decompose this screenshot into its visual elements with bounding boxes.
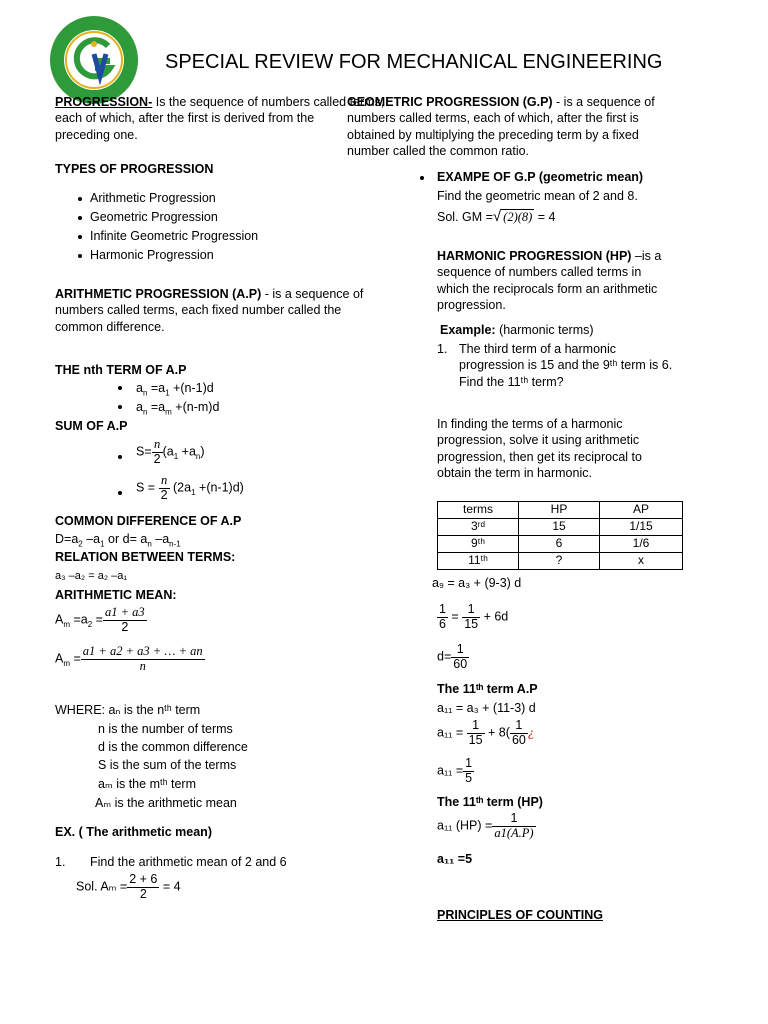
progression-def-line: each of which, after the first is derived from the (55, 111, 315, 126)
hp-question-line: The third term of a harmonic (459, 342, 617, 356)
ap-def-line: common difference. (55, 319, 165, 334)
progression-def-line: Is the sequence of numbers called terms, (152, 95, 385, 109)
hp-example-label (440, 322, 594, 338)
table-cell: 1/6 (600, 536, 683, 553)
solution-label: Sol. Aₘ = (76, 879, 128, 894)
gp-solution-label: Sol. GM = (437, 210, 493, 224)
example-question: Find the arithmetic mean of 2 and 6 (90, 855, 287, 869)
where-item: n is the number of terms (98, 722, 233, 736)
gp-def-line: number called the common ratio. (347, 143, 530, 158)
hp11-result: a₁₁ =5 (437, 852, 473, 866)
gp-example-question: Find the geometric mean of 2 and 8. (437, 189, 638, 203)
where-item: S is the sum of the terms (98, 758, 237, 772)
hp-def-line: progression. (437, 297, 506, 312)
am-formula: $A_m$ = $\frac{a1 + a2 + a3 + \dots + an}{n}$ (55, 644, 203, 673)
list-item: Arithmetic Progression (90, 191, 216, 205)
hp11-heading: The 11ᵗʰ term (HP) (437, 795, 543, 809)
hp-question-line: Find the 11ᵗʰ term? (459, 374, 564, 389)
list-item: Infinite Geometric Progression (90, 229, 259, 243)
where-item: Aₘ is the arithmetic mean (95, 796, 237, 810)
table-row (438, 519, 683, 536)
table-header: AP (600, 502, 683, 519)
table-cell: 11ᵗʰ (438, 553, 519, 570)
gp-solution-result: = 4 (534, 210, 556, 224)
common-difference-formula: $D=a_2$ $-a_1$ or $d= a_n$ $-a_{n-1}$ (55, 532, 181, 549)
hp-method (437, 416, 642, 481)
hp-method-line: progression, solve it using arithmetic (437, 433, 640, 448)
a11-result: a₁₁ = $\frac{1}{5}$ (437, 756, 473, 785)
gp-solution-radicand: (2)(8) (503, 210, 533, 224)
page-title: SPECIAL REVIEW FOR MECHANICAL ENGINEERING (165, 51, 663, 73)
a11-label: a₁₁ = (437, 725, 464, 740)
solution-result: = 4 (159, 879, 181, 894)
a11-error-glyph: ¿ (527, 725, 535, 740)
gp-example-solution: Sol. GM =√ (2)(8) = 4 (437, 208, 556, 225)
ap11-heading: The 11ᵗʰ term A.P (437, 682, 538, 696)
hp11-formula: a₁₁ (HP) = $\frac{1}{a1(A.P)}$ (437, 811, 534, 840)
hp11-label: a₁₁ (HP) = (437, 818, 493, 833)
nth-formula: $a_n =a_m +(n-m)d$ (136, 400, 220, 417)
table-row (438, 553, 683, 570)
a9-formula: a₉ = a₃ + (9-3) d (432, 576, 522, 590)
a11-formula: a₁₁ = a₃ + (11-3) d (437, 701, 536, 715)
types-heading: TYPES OF PROGRESSION (55, 162, 214, 176)
table-header: terms (438, 502, 519, 519)
am-formula: $A_m =a_2$ = $\frac{a1 + a3}{2}$ (55, 605, 145, 634)
hp-definition (437, 248, 661, 313)
counting-heading: PRINCIPLES OF COUNTING (437, 908, 603, 922)
table-cell: 15 (519, 519, 600, 536)
example-heading: EX. ( The arithmetic mean) (55, 825, 212, 839)
gp-def-line: obtained by multiplying the preceding term by a fixed (347, 127, 639, 142)
table-row (438, 536, 683, 553)
table-cell: 6 (519, 536, 600, 553)
ap-def-line: - is a sequence of (261, 287, 364, 301)
gp-heading: GEOMETRIC PROGRESSION (G.P) (347, 95, 553, 109)
hp-question (459, 341, 672, 390)
progression-term: PROGRESSION- (55, 95, 153, 109)
table-header: HP (519, 502, 600, 519)
ap-def-line: numbers called terms, each fixed number called the (55, 303, 342, 318)
hp-method-line: progression, then get its reciprocal to (437, 449, 642, 464)
a11-mid: + 8( (484, 725, 510, 740)
a11-substitution: a₁₁ = $\frac{1}{15}$ + 8( $\frac{1}{60}$ ¿ (437, 718, 535, 747)
progression-definition (55, 94, 384, 143)
college-logo (48, 14, 140, 106)
progression-def-line: preceding one. (55, 127, 138, 142)
hp-method-line: obtain the term in harmonic. (437, 465, 592, 480)
arithmetic-mean-heading: ARITHMETIC MEAN: (55, 588, 177, 602)
where-item: WHERE: aₙ is the nᵗʰ term (55, 703, 201, 717)
relation-heading: RELATION BETWEEN TERMS: (55, 550, 236, 564)
a11-result-label: a₁₁ = (437, 763, 464, 778)
table-cell: 9ᵗʰ (438, 536, 519, 553)
nth-formula: $a_n =a_1 +(n-1)d$ (136, 381, 214, 398)
ap-definition (55, 286, 363, 335)
gp-def-line: numbers called terms, each of which, after the first is (347, 111, 639, 126)
relation-formula: a₃ –a₂ = a₂ –a₁ (55, 570, 128, 582)
d-label: d= (437, 649, 452, 664)
table-cell: ? (519, 553, 600, 570)
hp-heading: HARMONIC PROGRESSION (HP) (437, 249, 632, 263)
hp11-denominator: a1(A.P) (494, 825, 534, 840)
nth-term-heading: THE nth TERM OF A.P (55, 363, 187, 377)
solution-denominator: 2 (139, 886, 147, 901)
gp-definition (347, 94, 655, 159)
list-item: Harmonic Progression (90, 248, 214, 262)
sum-formula: S= $\frac{n}{2}$ $(a_1 +a_n)$ (136, 437, 205, 466)
ap-heading: ARITHMETIC PROGRESSION (A.P) (55, 287, 262, 301)
a9-substitution: $\frac{1}{6}$ = $\frac{1}{15}$ + 6d (439, 602, 509, 631)
sum-formula: S = $\frac{n}{2}$ $(2a_1 +(n-1)d)$ (136, 473, 244, 502)
example-solution (76, 873, 181, 902)
hp-example-bold: Example: (440, 323, 496, 337)
hp-def-line: –is a (631, 249, 662, 263)
d-result: d= $\frac{1}{60}$ (437, 642, 468, 671)
where-item: aₘ is the mᵗʰ term (98, 777, 196, 791)
common-difference-heading: COMMON DIFFERENCE OF A.P (55, 514, 242, 528)
hp-def-line: sequence of numbers called terms in (437, 265, 642, 280)
hp-table (437, 501, 683, 570)
hp-example-text: (harmonic terms) (495, 323, 594, 337)
table-cell: 3ʳᵈ (438, 519, 519, 536)
gp-def-line: - is a sequence of (552, 95, 655, 109)
gp-example-heading: EXAMPE OF G.P (geometric mean) (437, 170, 644, 184)
solution-numerator: 2 + 6 (129, 872, 158, 886)
table-cell: x (600, 553, 683, 570)
where-item: d is the common difference (98, 740, 248, 754)
hp-method-line: In finding the terms of a harmonic (437, 417, 623, 431)
sum-heading: SUM OF A.P (55, 419, 128, 433)
hp-question-line: progression is 15 and the 9ᵗʰ term is 6. (459, 358, 673, 373)
hp-question-number: 1. (437, 342, 448, 356)
list-item: Geometric Progression (90, 210, 218, 224)
example-number: 1. (55, 855, 66, 869)
hp-def-line: which the reciprocals form an arithmetic (437, 281, 658, 296)
table-header-row (438, 502, 683, 519)
table-cell: 1/15 (600, 519, 683, 536)
